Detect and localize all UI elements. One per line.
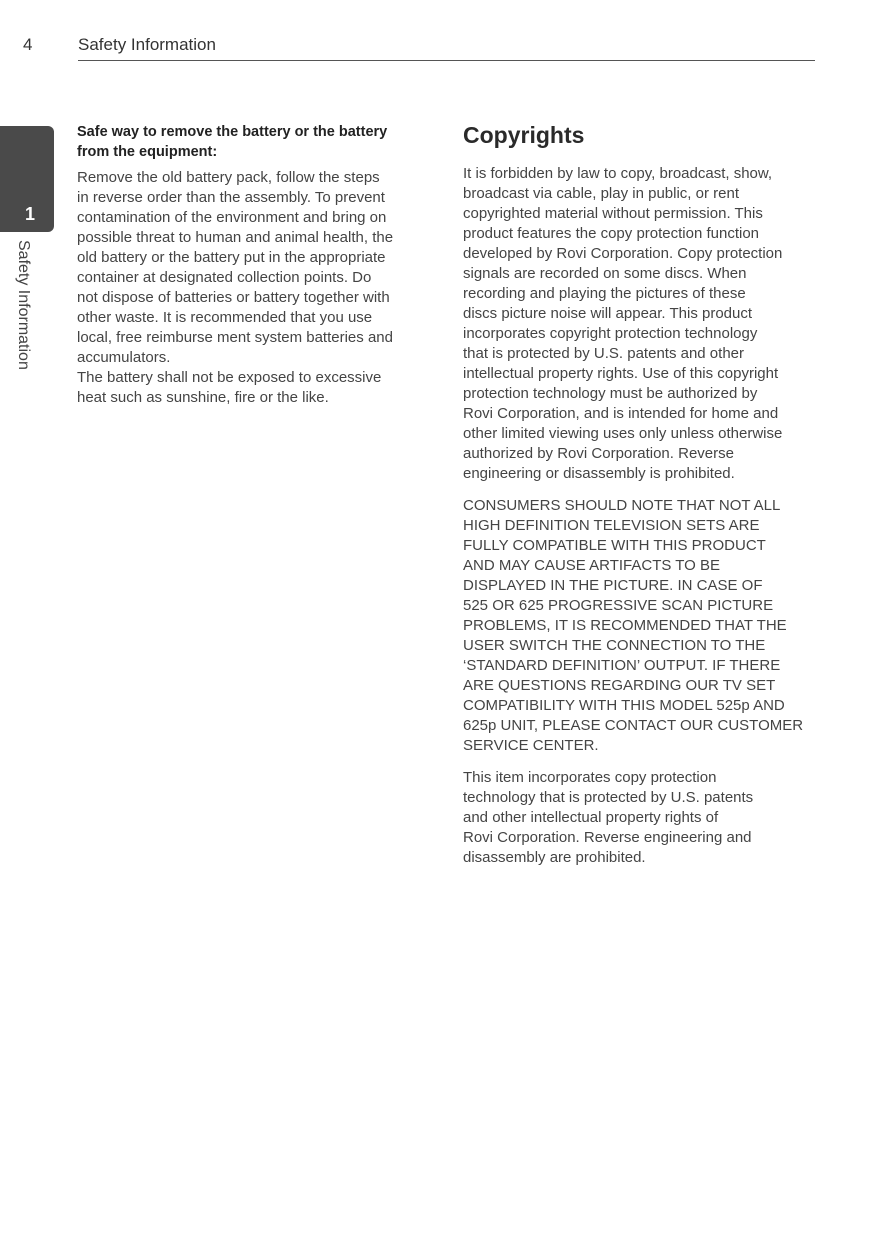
text-line: It is forbidden by law to copy, broadcast, show,	[463, 165, 773, 182]
text-line: disassembly are prohibited.	[463, 849, 646, 866]
text-line: PROBLEMS, IT IS RECOMMENDED THAT THE	[463, 617, 787, 634]
text-line: ARE QUESTIONS REGARDING OUR TV SET	[463, 677, 776, 694]
copyrights-section	[463, 118, 819, 880]
text-line: Rovi Corporation. Reverse engineering and	[463, 829, 752, 846]
text-line: broadcast via cable, play in public, or rent	[463, 185, 739, 202]
text-line: incorporates copyright protection technology	[463, 325, 758, 342]
text-line: CONSUMERS SHOULD NOTE THAT NOT ALL	[463, 497, 781, 514]
text-line: protection technology must be authorized by	[463, 385, 758, 402]
chapter-number: 1	[24, 204, 35, 224]
text-line: contamination of the environment and bring on	[77, 209, 387, 226]
text-line: SERVICE CENTER.	[463, 737, 599, 754]
chapter-side-label: Safety Information	[15, 240, 32, 370]
text-line: engineering or disassembly is prohibited.	[463, 465, 735, 482]
text-line: ‘STANDARD DEFINITION’ OUTPUT. IF THERE	[463, 657, 781, 674]
text-line: FULLY COMPATIBLE WITH THIS PRODUCT	[463, 537, 766, 554]
text-line: HIGH DEFINITION TELEVISION SETS ARE	[463, 517, 760, 534]
text-line: that is protected by U.S. patents and other	[463, 345, 745, 362]
text-line: 525 OR 625 PROGRESSIVE SCAN PICTURE	[463, 597, 774, 614]
text-line: intellectual property rights. Use of this copyright	[463, 365, 779, 382]
text-line: container at designated collection points. Do	[77, 269, 372, 286]
copyright-paragraph-3	[463, 768, 819, 868]
text-line: copyrighted material without permission. This	[463, 205, 763, 222]
text-line: not dispose of batteries or battery together with	[77, 289, 390, 306]
battery-removal-paragraph	[77, 168, 432, 408]
text-line: in reverse order than the assembly. To prevent	[77, 189, 385, 206]
text-line: discs picture noise will appear. This product	[463, 305, 753, 322]
text-line: product features the copy protection function	[463, 225, 760, 242]
text-line: local, free reimburse ment system batteries and	[77, 329, 393, 346]
text-line: Rovi Corporation, and is intended for home and	[463, 405, 779, 422]
battery-removal-section	[77, 122, 432, 408]
text-line: heat such as sunshine, fire or the like.	[77, 389, 329, 406]
text-line: recording and playing the pictures of these	[463, 285, 746, 302]
text-line: other waste. It is recommended that you use	[77, 309, 373, 326]
text-line: signals are recorded on some discs. When	[463, 265, 747, 282]
text-line: other limited viewing uses only unless otherwise	[463, 425, 783, 442]
copyright-paragraph-1	[463, 164, 819, 484]
heading-line: from the equipment:	[77, 144, 218, 160]
battery-removal-heading	[77, 122, 432, 162]
running-header-title: Safety Information	[78, 35, 216, 54]
page-number: 4	[23, 35, 33, 54]
text-line: technology that is protected by U.S. patents	[463, 789, 754, 806]
text-line: Remove the old battery pack, follow the steps	[77, 169, 380, 186]
text-line: and other intellectual property rights of	[463, 809, 719, 826]
text-line: AND MAY CAUSE ARTIFACTS TO BE	[463, 557, 721, 574]
text-line: accumulators.	[77, 349, 171, 366]
text-line: The battery shall not be exposed to excessive	[77, 369, 382, 386]
text-line: old battery or the battery put in the appropriate	[77, 249, 386, 266]
text-line: This item incorporates copy protection	[463, 769, 717, 786]
text-line: possible threat to human and animal health, the	[77, 229, 394, 246]
text-line: developed by Rovi Corporation. Copy protection	[463, 245, 783, 262]
copyrights-title: Copyrights	[463, 122, 585, 148]
copyright-paragraph-2	[463, 496, 819, 756]
text-line: 625p UNIT, PLEASE CONTACT OUR CUSTOMER	[463, 717, 804, 734]
text-line: DISPLAYED IN THE PICTURE. IN CASE OF	[463, 577, 763, 594]
heading-line: Safe way to remove the battery or the battery	[77, 124, 388, 140]
text-line: authorized by Rovi Corporation. Reverse	[463, 445, 734, 462]
text-line: USER SWITCH THE CONNECTION TO THE	[463, 637, 766, 654]
header-divider	[78, 60, 815, 61]
text-line: COMPATIBILITY WITH THIS MODEL 525p AND	[463, 697, 785, 714]
